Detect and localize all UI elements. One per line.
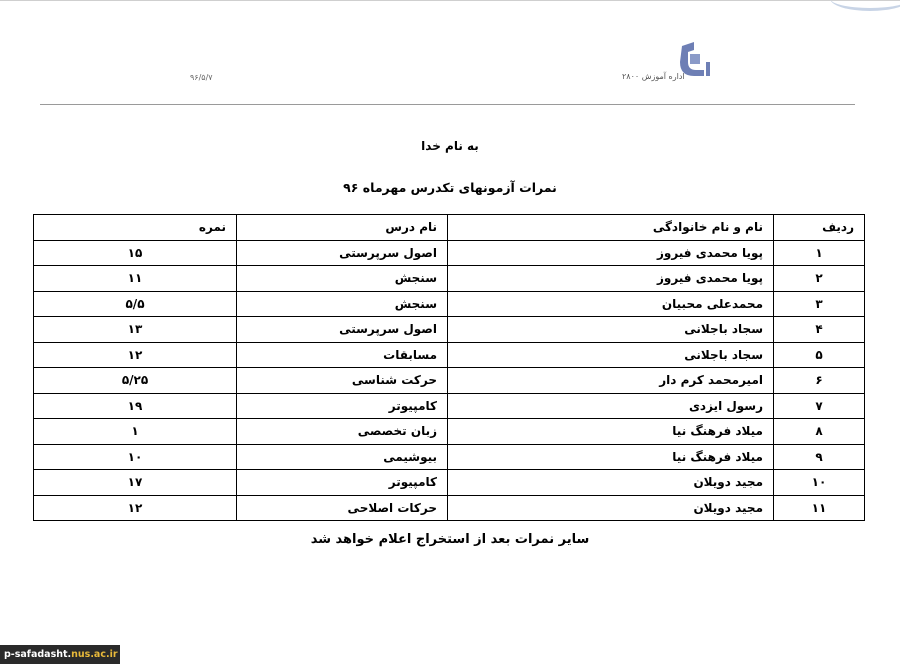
- cell-row-number: ۵: [774, 342, 865, 368]
- watermark-domain: nus.ac.ir: [71, 649, 118, 660]
- cell-name: رسول ایزدی: [448, 393, 774, 419]
- cell-name: مجید دویلان: [448, 470, 774, 496]
- cell-course: حرکت شناسی: [237, 368, 448, 394]
- cell-name: محمدعلی محبیان: [448, 291, 774, 317]
- cell-course: کامپیوتر: [237, 393, 448, 419]
- cell-grade: ۵/۵: [34, 291, 237, 317]
- cell-name: میلاد فرهنگ نیا: [448, 419, 774, 445]
- cell-grade: ۵/۲۵: [34, 368, 237, 394]
- cell-name: سجاد باجلانی: [448, 342, 774, 368]
- cell-course: اصول سرپرستی: [237, 240, 448, 266]
- cell-course: مسابقات: [237, 342, 448, 368]
- cell-name: میلاد فرهنگ نیا: [448, 444, 774, 470]
- cell-row-number: ۹: [774, 444, 865, 470]
- cell-grade: ۱۲: [34, 342, 237, 368]
- table-row: [34, 470, 865, 496]
- table-header-row: [34, 215, 865, 241]
- document-date: ۹۶/۵/۷: [190, 73, 213, 82]
- table-row: [34, 317, 865, 343]
- grades-table: [33, 214, 865, 521]
- table-row: [34, 419, 865, 445]
- cell-row-number: ۸: [774, 419, 865, 445]
- header-row-number: ردیف: [774, 215, 865, 241]
- header-divider: [40, 104, 855, 105]
- cell-course: کامپیوتر: [237, 470, 448, 496]
- cell-course: بیوشیمی: [237, 444, 448, 470]
- logo-caption: اداره آموزش ۲۸۰۰: [622, 72, 685, 81]
- cell-name: امیرمحمد کرم دار: [448, 368, 774, 394]
- table-row: [34, 291, 865, 317]
- cell-name: پویا محمدی فیروز: [448, 266, 774, 292]
- cell-row-number: ۶: [774, 368, 865, 394]
- cell-row-number: ۴: [774, 317, 865, 343]
- cell-row-number: ۱۰: [774, 470, 865, 496]
- cell-course: سنجش: [237, 291, 448, 317]
- table-row: [34, 368, 865, 394]
- page-title: نمرات آزمونهای تکدرس مهرماه ۹۶: [343, 180, 557, 195]
- table-row: [34, 444, 865, 470]
- cell-grade: ۱۵: [34, 240, 237, 266]
- cell-row-number: ۱۱: [774, 495, 865, 521]
- top-border: [0, 0, 900, 1]
- cell-course: حرکات اصلاحی: [237, 495, 448, 521]
- cell-name: مجید دویلان: [448, 495, 774, 521]
- header-name: نام و نام خانوادگی: [448, 215, 774, 241]
- site-watermark: [0, 645, 120, 664]
- cell-name: سجاد باجلانی: [448, 317, 774, 343]
- cell-grade: ۱: [34, 419, 237, 445]
- corner-decoration: [830, 0, 900, 11]
- footer-note: سایر نمرات بعد از استخراج اعلام خواهد شد: [310, 532, 590, 547]
- watermark-prefix: p-safadasht.: [4, 649, 72, 660]
- header-grade: نمره: [34, 215, 237, 241]
- table-row: [34, 266, 865, 292]
- cell-row-number: ۳: [774, 291, 865, 317]
- cell-course: اصول سرپرستی: [237, 317, 448, 343]
- cell-grade: ۱۲: [34, 495, 237, 521]
- cell-grade: ۱۰: [34, 444, 237, 470]
- cell-course: سنجش: [237, 266, 448, 292]
- bismillah-heading: به نام خدا: [421, 139, 479, 153]
- cell-grade: ۱۷: [34, 470, 237, 496]
- cell-row-number: ۱: [774, 240, 865, 266]
- cell-grade: ۱۳: [34, 317, 237, 343]
- table-row: [34, 495, 865, 521]
- table-row: [34, 342, 865, 368]
- table-row: [34, 393, 865, 419]
- cell-course: زبان تخصصی: [237, 419, 448, 445]
- cell-grade: ۱۱: [34, 266, 237, 292]
- cell-row-number: ۷: [774, 393, 865, 419]
- cell-grade: ۱۹: [34, 393, 237, 419]
- table-row: [34, 240, 865, 266]
- cell-row-number: ۲: [774, 266, 865, 292]
- header-course: نام درس: [237, 215, 448, 241]
- cell-name: پویا محمدی فیروز: [448, 240, 774, 266]
